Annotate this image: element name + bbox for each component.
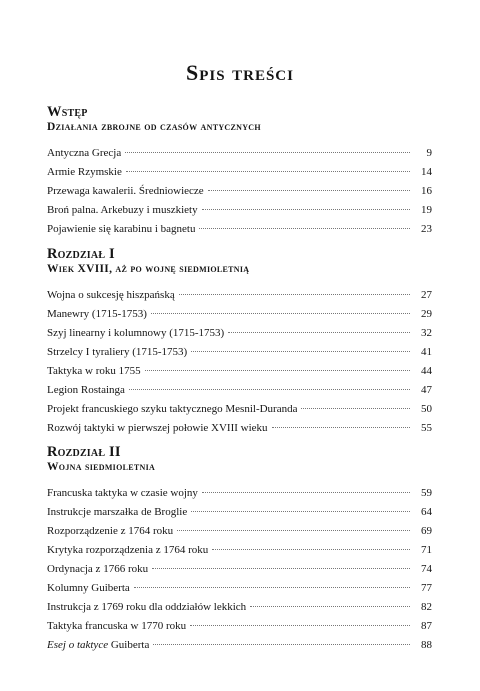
dot-leader <box>208 190 410 191</box>
entry-title: Armie Rzymskie <box>47 166 122 178</box>
toc-entry[interactable] <box>47 182 432 201</box>
entry-page-number: 64 <box>421 506 432 518</box>
toc-entry[interactable] <box>47 400 432 419</box>
entry-title: Instrukcja z 1769 roku dla oddziałów lekkich <box>47 601 247 613</box>
entry-page-number: 47 <box>421 384 432 396</box>
entry-title: Kolumny Guiberta <box>47 582 130 594</box>
toc-entry[interactable] <box>47 522 432 541</box>
dot-leader <box>202 209 410 210</box>
toc-entry[interactable] <box>47 503 432 522</box>
entry-title: Projekt francuskiego szyku taktycznego Mesnil-Duranda <box>47 403 298 415</box>
entry-title <box>47 636 149 655</box>
entry-page-number: 77 <box>421 582 432 594</box>
dot-leader <box>125 152 410 153</box>
toc-entry[interactable] <box>47 362 432 381</box>
entry-title: Taktyka w roku 1755 <box>47 365 141 377</box>
entry-title-rest: Guiberta <box>108 639 150 651</box>
entry-page-number: 50 <box>421 403 432 415</box>
toc-entry[interactable] <box>47 484 432 503</box>
dot-leader <box>272 427 410 428</box>
entry-title: Manewry (1715-1753) <box>47 308 147 320</box>
entry-title: Pojawienie się karabinu i bagnetu <box>47 223 196 235</box>
entry-page-number: 27 <box>421 289 432 301</box>
toc-entry[interactable] <box>47 541 432 560</box>
entry-page-number: 14 <box>421 166 432 178</box>
entry-page-number: 55 <box>421 422 432 434</box>
dot-leader <box>153 644 410 645</box>
toc-entry[interactable] <box>47 617 432 636</box>
section-heading: Rozdział I <box>47 246 115 262</box>
entry-page-number: 59 <box>421 487 432 499</box>
section-heading: Rozdział II <box>47 444 121 460</box>
dot-leader <box>151 313 410 314</box>
entry-title: Strzelcy I tyraliery (1715-1753) <box>47 346 188 358</box>
dot-leader <box>202 492 410 493</box>
dot-leader <box>129 389 410 390</box>
entry-page-number: 29 <box>421 308 432 320</box>
entry-title: Francuska taktyka w czasie wojny <box>47 487 198 499</box>
toc-entry[interactable] <box>47 220 432 239</box>
toc-entry[interactable] <box>47 598 432 617</box>
toc-entry[interactable] <box>47 579 432 598</box>
toc-entry[interactable] <box>47 381 432 400</box>
dot-leader <box>301 408 410 409</box>
entry-page-number: 74 <box>421 563 432 575</box>
entry-page-number: 16 <box>421 185 432 197</box>
toc-entry[interactable] <box>47 324 432 343</box>
section-subheading: Działania zbrojne od czasów antycznych <box>47 121 261 133</box>
entry-list <box>47 286 432 438</box>
section-rozdzial-1 <box>47 246 432 438</box>
dot-leader <box>152 568 410 569</box>
entry-list <box>47 144 432 239</box>
page-title: Spis treści <box>186 60 294 85</box>
entry-page-number: 19 <box>421 204 432 216</box>
entry-title: Legion Rostainga <box>47 384 125 396</box>
entry-title: Przewaga kawalerii. Średniowiecze <box>47 185 204 197</box>
entry-title: Krytyka rozporządzenia z 1764 roku <box>47 544 209 556</box>
entry-title: Wojna o sukcesję hiszpańską <box>47 289 175 301</box>
entry-page-number: 9 <box>426 147 432 159</box>
entry-title: Szyj linearny i kolumnowy (1715-1753) <box>47 327 225 339</box>
toc-entry[interactable] <box>47 201 432 220</box>
section-subheading: Wojna siedmioletnia <box>47 461 156 473</box>
dot-leader <box>250 606 410 607</box>
entry-page-number: 82 <box>421 601 432 613</box>
dot-leader <box>177 530 410 531</box>
section-heading: Wstęp <box>47 104 88 120</box>
toc-entry[interactable] <box>47 636 432 655</box>
entry-title: Taktyka francuska w 1770 roku <box>47 620 187 632</box>
toc-entry[interactable] <box>47 343 432 362</box>
entry-title: Instrukcje marszałka de Broglie <box>47 506 188 518</box>
section-rozdzial-2 <box>47 444 432 655</box>
dot-leader <box>126 171 410 172</box>
entry-page-number: 87 <box>421 620 432 632</box>
dot-leader <box>179 294 410 295</box>
entry-title: Rozporządzenie z 1764 roku <box>47 525 174 537</box>
entry-page-number: 71 <box>421 544 432 556</box>
entry-page-number: 32 <box>421 327 432 339</box>
toc-entry[interactable] <box>47 163 432 182</box>
entry-title: Broń palna. Arkebuzy i muszkiety <box>47 204 198 216</box>
entry-page-number: 88 <box>421 639 432 651</box>
entry-title: Antyczna Grecja <box>47 147 122 159</box>
toc-entry[interactable] <box>47 419 432 438</box>
dot-leader <box>228 332 410 333</box>
entry-title: Ordynacja z 1766 roku <box>47 563 149 575</box>
toc-entry[interactable] <box>47 305 432 324</box>
toc-entry[interactable] <box>47 286 432 305</box>
dot-leader <box>145 370 410 371</box>
toc-entry[interactable] <box>47 560 432 579</box>
entry-page-number: 23 <box>421 223 432 235</box>
dot-leader <box>212 549 410 550</box>
entry-list <box>47 484 432 655</box>
toc-entry[interactable] <box>47 144 432 163</box>
dot-leader <box>191 511 410 512</box>
entry-title: Rozwój taktyki w pierwszej połowie XVIII wieku <box>47 422 268 434</box>
section-wstep <box>47 104 432 239</box>
entry-page-number: 44 <box>421 365 432 377</box>
dot-leader <box>134 587 410 588</box>
section-subheading: Wiek XVIII, aż po wojnę siedmioletnią <box>47 263 250 275</box>
dot-leader <box>191 351 410 352</box>
entry-title-italic: Esej o taktyce <box>47 639 109 651</box>
dot-leader <box>199 228 410 229</box>
entry-page-number: 41 <box>421 346 432 358</box>
dot-leader <box>190 625 410 626</box>
entry-page-number: 69 <box>421 525 432 537</box>
